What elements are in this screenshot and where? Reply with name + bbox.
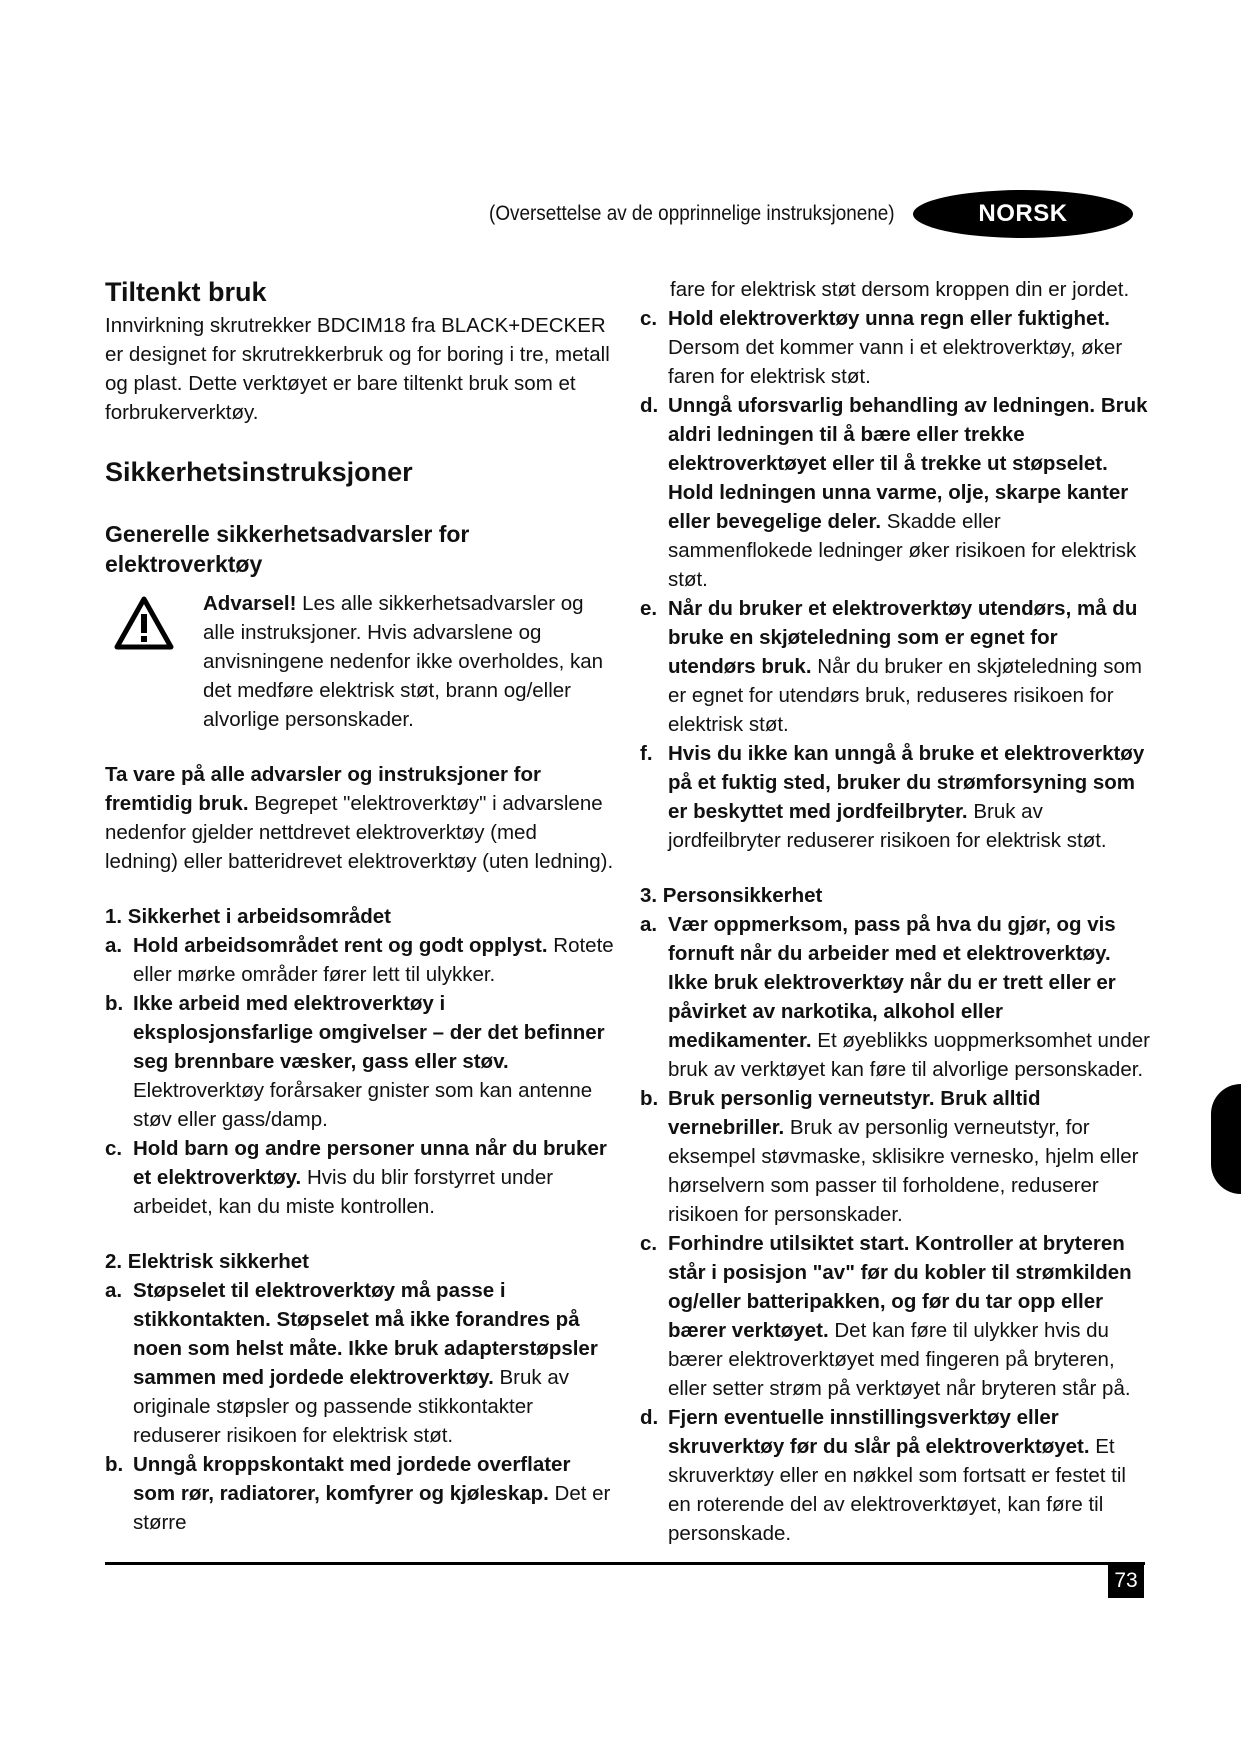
item-text: Dersom det kommer vann i et elektroverktøy, øker faren for elektrisk støt. xyxy=(668,336,1123,388)
item-bold: Fjern eventuelle innstillingsverktøy eller skruverktøy før du slår på elektroverktøyet. xyxy=(668,1406,1090,1458)
item-bold: Forhindre utilsiktet start. Kontroller at bryteren står i posisjon "av" før du kobler til strømkilden og/eller batteripakken, og før du tar opp eller bærer verktøyet. xyxy=(668,1232,1132,1342)
item-bold: Bruk personlig verneutstyr. Bruk alltid vernebriller. xyxy=(668,1087,1041,1139)
item-text: Bruk av originale støpsler og passende stikkontakter reduserer risikoen for elektrisk støt. xyxy=(133,1366,569,1447)
section-1-heading: 1. Sikkerhet i arbeidsområdet xyxy=(105,905,391,928)
list-item xyxy=(640,1084,1150,1229)
item-text: Et øyeblikks uoppmerksomhet under bruk av verktøyet kan føre til alvorlige personskader. xyxy=(668,1029,1150,1081)
list-item xyxy=(640,304,1150,391)
list-item xyxy=(640,1229,1150,1403)
item-label: f. xyxy=(640,742,653,765)
page-number-label: 73 xyxy=(1114,1569,1138,1592)
general-warnings-heading: Generelle sikkerhetsadvarsler for elektroverktøy xyxy=(105,521,470,577)
list-item xyxy=(640,391,1150,594)
keep-bold: Ta vare på alle advarsler og instruksjoner for fremtidig bruk. xyxy=(105,763,541,815)
item-text: Hvis du blir forstyrret under arbeidet, kan du miste kontrollen. xyxy=(133,1166,554,1218)
language-badge xyxy=(913,190,1133,238)
warning-text xyxy=(183,589,615,734)
warning-block xyxy=(105,589,615,734)
item-label: b. xyxy=(105,992,124,1015)
item-label: b. xyxy=(105,1453,124,1476)
list-item xyxy=(640,594,1150,739)
item-label: d. xyxy=(640,394,659,417)
item-bold: Hold barn og andre personer unna når du bruker et elektroverktøy. xyxy=(133,1137,607,1189)
list-item xyxy=(640,1403,1150,1548)
item-label: b. xyxy=(640,1087,659,1110)
item-text: Bruk av personlig verneutstyr, for eksempel støvmaske, sklisikre vernesko, hjelm eller hørselvern som passer til forholdene, reduserer risikoen for personskader. xyxy=(668,1116,1139,1226)
item-bold: Ikke arbeid med elektroverktøy i eksplosjonsfarlige omgivelser – der det befinner seg brennbare væsker, gass eller støv. xyxy=(133,992,605,1073)
item-label: d. xyxy=(640,1406,659,1429)
item-label: c. xyxy=(640,1232,658,1255)
item-text: Elektroverktøy forårsaker gnister som kan antenne støv eller gass/damp. xyxy=(133,1079,593,1131)
section-1-list xyxy=(105,931,615,1221)
list-item xyxy=(105,989,615,1134)
page-number xyxy=(1108,1564,1144,1598)
list-item xyxy=(640,910,1150,1084)
item-text: Skadde eller sammenflokede ledninger øker risikoen for elektrisk støt. xyxy=(668,510,1137,591)
item-text: Bruk av jordfeilbryter reduserer risikoen for elektrisk støt. xyxy=(668,800,1107,852)
footer-rule xyxy=(105,1562,1145,1565)
list-item xyxy=(105,1276,615,1450)
item-bold: Støpselet til elektroverktøy må passe i stikkontakten. Støpselet må ikke forandres på noen som helst måte. Ikke bruk adapterstøpsler sammen med jordede elektroverktøy. xyxy=(133,1279,598,1389)
item-label: e. xyxy=(640,597,658,620)
list-item xyxy=(105,931,615,989)
section-3-list xyxy=(640,910,1150,1548)
keep-instructions-paragraph xyxy=(105,760,615,876)
item-text: Det kan føre til ulykker hvis du bærer elektroverktøyet med fingeren på bryteren, eller setter strøm på verktøyet når bryteren står på. xyxy=(668,1319,1131,1400)
safety-heading: Sikkerhetsinstruksjoner xyxy=(105,457,413,487)
list-item xyxy=(640,739,1150,855)
list-item xyxy=(105,1450,615,1537)
item-bold: Hold elektroverktøy unna regn eller fuktighet. xyxy=(668,307,1110,330)
keep-text: Begrepet "elektroverktøy" i advarslene nedenfor gjelder nettdrevet elektroverktøy (med ledning) eller batteridrevet elektroverktøy (uten ledning). xyxy=(105,792,614,873)
item-text: Rotete eller mørke områder fører lett til ulykker. xyxy=(133,934,614,986)
item-label: a. xyxy=(105,1279,123,1302)
item-bold: Vær oppmerksom, pass på hva du gjør, og vis fornuft når du arbeider med et elektroverktøy. Ikke bruk elektroverktøy når du er trett eller er påvirket av narkotika, alkohol eller medikamenter. xyxy=(668,913,1116,1052)
page-header xyxy=(444,190,1133,238)
item-text: Det er større xyxy=(133,1482,611,1534)
item-text: Når du bruker en skjøteledning som er egnet for utendørs bruk, reduseres risikoen for elektrisk støt. xyxy=(668,655,1142,736)
warning-triangle-icon xyxy=(105,589,183,734)
intended-use-heading: Tiltenkt bruk xyxy=(105,277,267,307)
section-2-list-continued xyxy=(640,304,1150,855)
language-label: NORSK xyxy=(978,200,1068,227)
item-bold: Hold arbeidsområdet rent og godt opplyst. xyxy=(133,934,548,957)
section-2-heading: 2. Elektrisk sikkerhet xyxy=(105,1250,309,1273)
item-bold: Unngå uforsvarlig behandling av ledningen. Bruk aldri ledningen til å bære eller trekke elektroverktøyet eller til å trekke ut støpselet. Hold ledningen unna varme, olje, skarpe kanter eller bevegelige deler. xyxy=(668,394,1148,533)
item-label: c. xyxy=(105,1137,123,1160)
intended-use-text: Innvirkning skrutrekker BDCIM18 fra BLACK+DECKER er designet for skrutrekkerbruk og for boring i tre, metall og plast. Dette verktøyet er bare tiltenkt bruk som et forbrukerverktøy. xyxy=(105,314,610,424)
item-bold: Unngå kroppskontakt med jordede overflater som rør, radiatorer, komfyrer og kjøleskap. xyxy=(133,1453,571,1505)
right-column xyxy=(640,275,1150,1548)
warning-body: Les alle sikkerhetsadvarsler og alle instruksjoner. Hvis advarslene og anvisningene nedenfor ikke overholdes, kan det medføre elektrisk støt, brann og/eller alvorlige personskader. xyxy=(203,592,604,731)
section-3-heading: 3. Personsikkerhet xyxy=(640,884,823,907)
item-label: a. xyxy=(105,934,123,957)
item-label: c. xyxy=(640,307,658,330)
list-item xyxy=(105,1134,615,1221)
item-bold: Når du bruker et elektroverktøy utendørs, må du bruke en skjøteledning som er egnet for utendørs bruk. xyxy=(668,597,1138,678)
continued-text: fare for elektrisk støt dersom kroppen din er jordet. xyxy=(670,278,1130,301)
item-label: a. xyxy=(640,913,658,936)
left-column xyxy=(105,275,615,1537)
warning-bold: Advarsel! xyxy=(203,592,297,615)
section-2-list xyxy=(105,1276,615,1537)
item-text: Et skruverktøy eller en nøkkel som fortsatt er festet til en roterende del av elektroverktøyet, kan føre til personskade. xyxy=(668,1435,1126,1545)
item-bold: Hvis du ikke kan unngå å bruke et elektroverktøy på et fuktig sted, bruker du strømforsyning som er beskyttet med jordfeilbryter. xyxy=(668,742,1145,823)
translation-note: (Oversettelse av de opprinnelige instruksjonene) xyxy=(489,202,895,225)
side-thumb-tab xyxy=(1211,1084,1241,1194)
